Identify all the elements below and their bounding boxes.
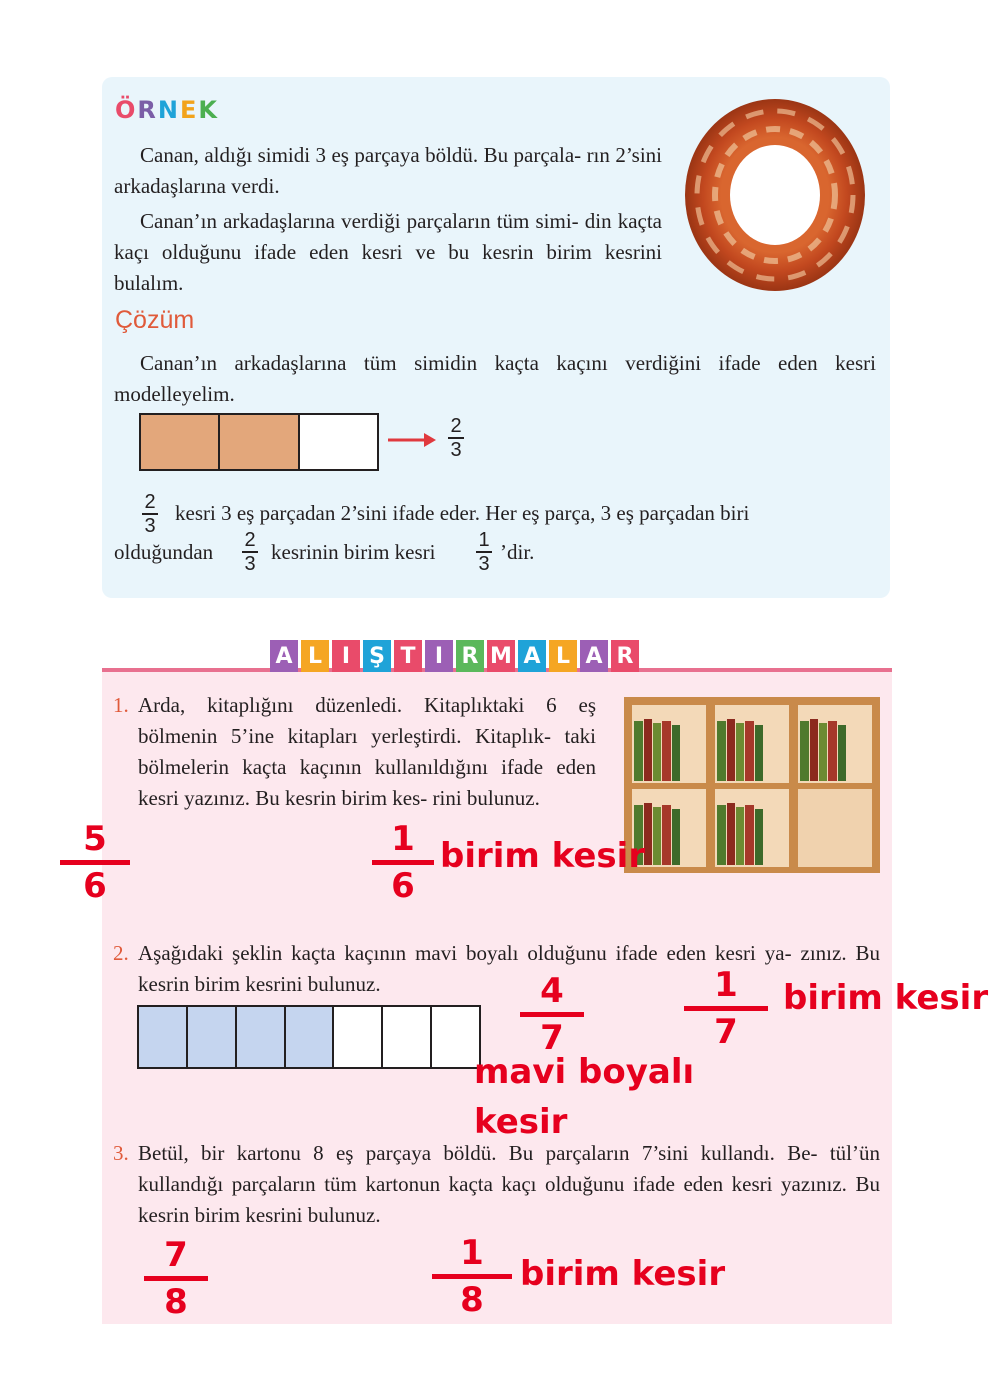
title-tile: A xyxy=(270,640,298,672)
arrow-icon xyxy=(388,430,438,450)
inline-fraction xyxy=(476,530,492,574)
title-tile: A xyxy=(580,640,608,672)
fraction-bar xyxy=(432,1274,512,1279)
title-tile: M xyxy=(487,640,515,672)
title-letter: E xyxy=(179,96,199,124)
question-1-text: Arda, kitaplığını düzenledi. Kitaplıktaki 6 eş bölmenin 5’ine kitapları yerleştirdi. Kitaplık- taki bölmelerin kaçta kaçının kullanıldığını ifade eden kesri yazınız. Bu kesrin birim kes- rini bulunuz. xyxy=(138,693,596,810)
answer-1-fraction xyxy=(60,819,130,906)
question-3-text: Betül, bir kartonu 8 eş parçaya böldü. Bu parçaların 7’sini kullandı. Be- tül’ün kullandığı parçaların tüm kartonun kaçta kaçı olduğunu ifade eden kesri yazınız. Bu kesrin birim kesrini bulunuz. xyxy=(138,1141,880,1227)
question-3-number: 3. xyxy=(113,1141,129,1165)
question-2-number: 2. xyxy=(113,941,129,965)
title-tile: R xyxy=(611,640,639,672)
model-cell xyxy=(220,415,299,469)
fraction-numerator: 1 xyxy=(478,529,490,551)
fraction-denominator: 6 xyxy=(83,866,107,906)
fraction-numerator: 1 xyxy=(460,1233,484,1273)
fraction-denominator: 3 xyxy=(450,439,462,461)
fraction-denominator: 7 xyxy=(714,1012,738,1052)
fraction-numerator: 7 xyxy=(164,1235,188,1275)
model-fraction xyxy=(448,416,464,460)
strip-cell xyxy=(237,1007,286,1067)
inline-fraction xyxy=(242,530,258,574)
simit-image xyxy=(680,95,870,295)
fraction-numerator: 2 xyxy=(144,491,156,513)
strip-cell xyxy=(432,1007,479,1067)
title-letter: R xyxy=(137,96,158,124)
strip-cell xyxy=(286,1007,335,1067)
title-letter: Ö xyxy=(115,96,138,124)
explanation-line-2-mid: kesrinin birim kesri xyxy=(271,540,436,564)
fraction-bar xyxy=(60,860,130,865)
strip-cell xyxy=(383,1007,432,1067)
answer-2-note-line-1: mavi boyalı xyxy=(474,1052,695,1092)
title-tile: L xyxy=(301,640,329,672)
fraction-denominator: 8 xyxy=(460,1280,484,1320)
fraction-numerator: 4 xyxy=(540,971,564,1011)
fraction-denominator: 8 xyxy=(164,1282,188,1322)
answer-2-label: birim kesir xyxy=(783,978,989,1018)
title-letter: K xyxy=(198,96,219,124)
exercises-title xyxy=(270,640,639,672)
example-paragraph-1: Canan, aldığı simidi 3 eş parçaya böldü. Bu parçala- rın 2’sini arkadaşlarına verdi. xyxy=(114,143,662,198)
fraction-bar xyxy=(372,860,434,865)
example-title xyxy=(115,96,219,124)
answer-3-label: birim kesir xyxy=(520,1254,726,1294)
fraction-numerator: 1 xyxy=(391,819,415,859)
question-1-number: 1. xyxy=(113,693,129,717)
strip-cell xyxy=(334,1007,383,1067)
fraction-denominator: 3 xyxy=(144,515,156,537)
example-paragraph-2: Canan’ın arkadaşlarına verdiği parçaların tüm simi- din kaçta kaçı olduğunu ifade eden kesri ve bu kesrin birim kesrini bulalım. xyxy=(114,209,662,295)
answer-3-fraction xyxy=(144,1235,208,1322)
answer-3-unit-fraction xyxy=(432,1233,512,1320)
explanation-line-2-start: olduğundan xyxy=(114,540,214,564)
title-letter: N xyxy=(157,96,180,124)
answer-2-unit-fraction xyxy=(684,965,768,1052)
fraction-numerator: 2 xyxy=(450,415,462,437)
title-tile: I xyxy=(425,640,453,672)
model-cell xyxy=(141,415,220,469)
title-tile: T xyxy=(394,640,422,672)
explanation-line-1: kesri 3 eş parçadan 2’sini ifade eder. Her eş parça, 3 eş parçadan biri xyxy=(175,501,750,525)
blue-strip-model xyxy=(137,1005,481,1069)
answer-2-note-line-2: kesir xyxy=(474,1102,568,1142)
strip-cell xyxy=(188,1007,237,1067)
inline-fraction xyxy=(142,492,158,536)
strip-cell xyxy=(139,1007,188,1067)
model-cell xyxy=(300,415,377,469)
fraction-denominator: 3 xyxy=(244,553,256,575)
title-tile: A xyxy=(518,640,546,672)
title-tile: L xyxy=(549,640,577,672)
fraction-denominator: 3 xyxy=(478,553,490,575)
fraction-numerator: 5 xyxy=(83,819,107,859)
fraction-denominator: 7 xyxy=(540,1018,564,1058)
bookshelf-image xyxy=(624,697,880,873)
title-tile: R xyxy=(456,640,484,672)
solution-paragraph: Canan’ın arkadaşlarına tüm simidin kaçta kaçını verdiğini ifade eden kesri modelleyelim. xyxy=(114,351,876,406)
answer-1-label: birim kesir xyxy=(440,836,646,876)
fraction-numerator: 2 xyxy=(244,529,256,551)
fraction-bar xyxy=(144,1276,208,1281)
answer-1-unit-fraction xyxy=(372,819,434,906)
solution-title: Çözüm xyxy=(115,306,195,334)
fraction-model xyxy=(139,413,379,471)
answer-2-fraction xyxy=(520,971,584,1058)
fraction-bar xyxy=(684,1006,768,1011)
title-tile: I xyxy=(332,640,360,672)
explanation-line-2-end: ’dir. xyxy=(500,540,535,564)
fraction-bar xyxy=(520,1012,584,1017)
fraction-numerator: 1 xyxy=(714,965,738,1005)
fraction-denominator: 6 xyxy=(391,866,415,906)
title-tile: Ş xyxy=(363,640,391,672)
question-2-text: Aşağıdaki şeklin kaçta kaçının mavi boyalı olduğunu ifade eden kesri ya- zınız. Bu kesrin birim kesrini bulunuz. xyxy=(138,941,880,996)
